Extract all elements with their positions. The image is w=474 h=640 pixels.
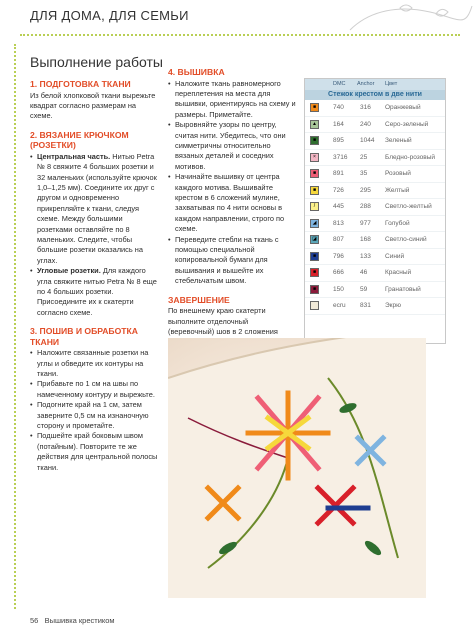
column-middle (168, 67, 296, 348)
color-swatch: × (310, 153, 319, 162)
list-item: • Прибавьте по 1 см на швы по намеченному контуру и вырежьте. (30, 379, 160, 400)
anchor-code: 59 (360, 285, 368, 293)
color-swatch: ■ (310, 169, 319, 178)
list-item: • Подшейте край боковым швом (потайным). Повторите те же действия для центральной полосы ткани. (30, 431, 160, 473)
page-footer (30, 616, 115, 625)
anchor-code: 288 (360, 203, 371, 210)
color-name: Голубой (385, 219, 410, 227)
color-swatch (310, 301, 319, 310)
list-item: • Начинайте вышивку от центра каждого мотива. Вышивайте крестом в 6 сложений мулине, захватывая по 4 нити основы в каждом направлении, строго по схеме. (168, 172, 296, 234)
list-item: • Подогните край на 1 см, затем заверните 0,5 см на изнаночную сторону и прометайте. (30, 400, 160, 431)
anchor-code: 977 (360, 219, 371, 227)
legend-subtitle: Стежок крестом в две нити (305, 90, 445, 100)
section-title: ДЛЯ ДОМА, ДЛЯ СЕМЬИ (30, 8, 189, 23)
color-name: Розовый (385, 170, 411, 177)
dmc-code: 895 (333, 137, 344, 144)
finish-heading: ЗАВЕРШЕНИЕ (168, 294, 230, 305)
dmc-code: 3716 (333, 153, 348, 161)
anchor-code: 1044 (360, 137, 375, 144)
legend-col-anchor: Anchor (357, 81, 375, 87)
dmc-code: 891 (333, 170, 344, 177)
dmc-code: 807 (333, 236, 344, 243)
step-1-heading: 1. ПОДГОТОВКА ТКАНИ (30, 79, 131, 89)
legend-row (305, 249, 445, 266)
dmc-code: 740 (333, 104, 344, 111)
anchor-code: 168 (360, 236, 371, 243)
legend-row (305, 265, 445, 282)
page-number: 56 (30, 616, 39, 625)
list-item: • Центральная часть. Нитью Petra № 8 свяжите 4 больших розетки и 32 маленьких (используйте крючок 1,0–1,25 мм). Соедините их друг с другом и одновременно прикрепляйте к ткани, следуя схеме. Между большими розетками оставляйте по 8 маленьких. Следите, чтобы большие розетки оказались на углах. (30, 152, 160, 266)
legend-row (305, 183, 445, 200)
step-3-list (30, 348, 160, 473)
color-name: Зеленый (385, 137, 412, 144)
dmc-code: 813 (333, 219, 344, 227)
color-swatch: ▲ (310, 120, 319, 129)
thread-legend (304, 78, 446, 344)
finish-text: По внешнему краю скатерти выполните отделочный (веревочный) шов в 2 сложения (168, 306, 278, 336)
step-1-text: Из белой хлопковой ткани вырежьте квадрат согласно размерам на схеме. (30, 90, 156, 121)
legend-row (305, 216, 445, 233)
color-name: Светло-синий (385, 236, 427, 243)
color-name: Светло-желтый (385, 203, 432, 210)
legend-row (305, 150, 445, 167)
dmc-code: 150 (333, 285, 344, 293)
magazine-name: Вышивка крестиком (44, 616, 115, 625)
color-swatch: / (310, 202, 319, 211)
color-name: Оранжевый (385, 104, 421, 111)
dmc-code: 796 (333, 252, 344, 260)
anchor-code: 316 (360, 104, 371, 111)
list-item: • Переведите стебли на ткань с помощью специальной копировальной бумаги для вышивания и вышейте их стебельчатым швом. (168, 235, 296, 287)
color-name: Синий (385, 252, 405, 260)
color-name: Серо-зеленый (385, 120, 429, 128)
legend-row (305, 133, 445, 150)
page-header (0, 0, 474, 30)
list-item: • Наложите связанные розетки на углы и обведите их контуры на ткани. (30, 348, 160, 379)
color-swatch: ■ (310, 285, 319, 294)
step-3-heading: 3. ПОШИВ И ОБРАБОТКА ТКАНИ (30, 326, 138, 347)
color-name: Желтый (385, 186, 410, 194)
dmc-code: 666 (333, 269, 344, 276)
header-divider (20, 34, 460, 36)
color-swatch: ■ (310, 103, 319, 112)
legend-row (305, 232, 445, 249)
color-swatch: ■ (310, 252, 319, 261)
anchor-code: 25 (360, 153, 368, 161)
anchor-code: 46 (360, 269, 368, 276)
color-name: Гранатовый (385, 285, 421, 293)
floral-ornament-icon (340, 0, 474, 34)
color-swatch: ■ (310, 186, 319, 195)
dmc-code: 726 (333, 186, 344, 194)
legend-col-color: Цвет (385, 81, 398, 87)
list-item: • Наложите ткань равномерного переплетения на места для вышивки, ориентируясь на схему и размеры. Приметайте. (168, 79, 296, 121)
list-item: • Выровняйте узоры по центру, считая нити. Убедитесь, что они симметричны относительно вязаных деталей и соседних мотивов. (168, 120, 296, 172)
legend-header (305, 79, 445, 90)
legend-row (305, 100, 445, 117)
legend-col-dmc: DMC (333, 81, 346, 87)
color-swatch: ■ (310, 268, 319, 277)
color-name: Экрю (385, 302, 402, 309)
anchor-code: 133 (360, 252, 371, 260)
color-swatch: ◪ (310, 235, 319, 244)
legend-rows (305, 100, 445, 315)
dmc-code: 164 (333, 120, 344, 128)
article-title: Выполнение работы (30, 54, 163, 70)
color-name: Красный (385, 269, 412, 276)
anchor-code: 831 (360, 302, 371, 309)
column-left (30, 79, 160, 473)
anchor-code: 35 (360, 170, 368, 177)
legend-row (305, 282, 445, 299)
margin-dots (14, 44, 16, 609)
dmc-code: 445 (333, 203, 344, 210)
step-4-heading: 4. ВЫШИВКА (168, 67, 225, 77)
legend-row (305, 298, 445, 315)
step-2-list (30, 152, 160, 319)
embroidery-photo (168, 338, 426, 598)
legend-row (305, 166, 445, 183)
color-swatch: ■ (310, 136, 319, 145)
step-2-heading: 2. ВЯЗАНИЕ КРЮЧКОМ (РОЗЕТКИ) (30, 129, 129, 151)
anchor-code: 295 (360, 186, 371, 194)
embroidered-tablecloth-illustration (168, 338, 426, 598)
legend-row (305, 117, 445, 134)
anchor-code: 240 (360, 120, 371, 128)
dmc-code: ecru (333, 302, 346, 309)
color-swatch: ◢ (310, 219, 319, 228)
color-name: Бледно-розовый (385, 153, 436, 161)
step-4-list (168, 79, 296, 287)
legend-row (305, 199, 445, 216)
list-item: • Угловые розетки. Для каждого угла свяжите нитью Petra № 8 еще по 4 больших розетки. Присоедините их к скатерти согласно схеме. (30, 266, 160, 318)
